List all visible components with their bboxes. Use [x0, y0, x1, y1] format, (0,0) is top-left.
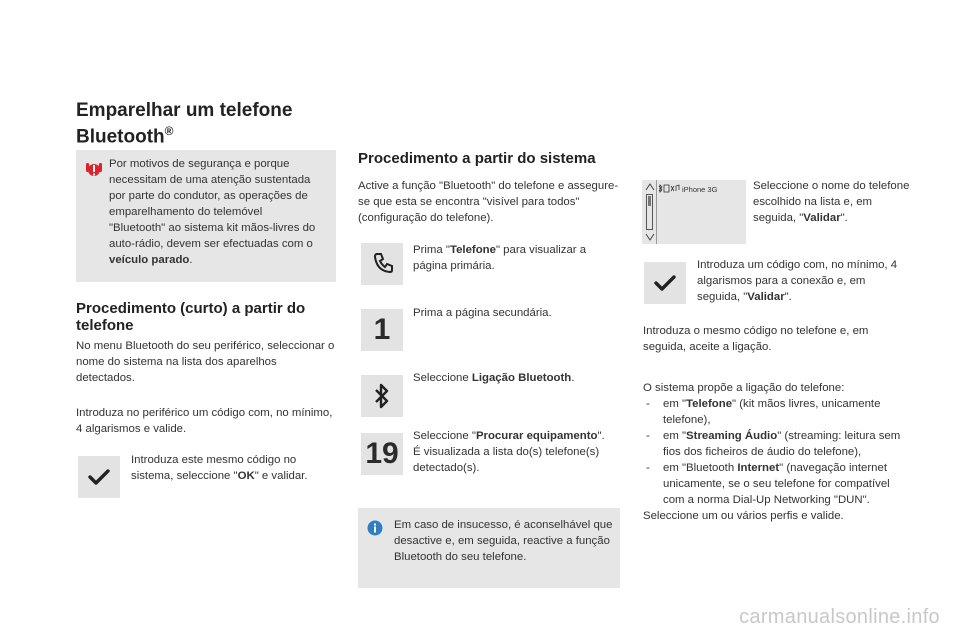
step4-a: Seleccione "	[413, 430, 476, 442]
warning-text-bold: veículo parado	[109, 254, 190, 266]
profile-c: " (streaming: leitura sem fios dos ficheiros de áudio do telefone),	[663, 430, 901, 458]
warning-text-end: .	[189, 254, 193, 266]
step3-bold: Ligação Bluetooth	[471, 372, 572, 384]
select-bold: Validar	[803, 212, 841, 224]
page-title-line1: Emparelhar um telefone	[76, 100, 293, 121]
page-number-box: 1	[361, 309, 403, 351]
warning-text	[109, 156, 319, 268]
profile-a: em "	[663, 430, 687, 442]
checkmark-icon-2	[654, 274, 676, 292]
code-bold: Validar	[747, 291, 785, 303]
step1-bold: Telefone	[449, 244, 496, 256]
system-procedure-heading: Procedimento a partir do sistema	[358, 150, 596, 167]
step4-bold: Procurar equipamento	[475, 430, 598, 442]
bluetooth-icon	[374, 383, 390, 409]
system-procedure-intro: Active a função "Bluetooth" do telefone e assegure-se que esta se encontra "visível para todos" (configuração do telefone).	[358, 180, 619, 224]
vertical-divider	[656, 180, 657, 244]
phone-name: iPhone 3G	[682, 185, 718, 194]
telephone-icon	[369, 251, 395, 277]
phone-list-screen	[642, 180, 746, 244]
select-phone-text	[753, 178, 913, 226]
page-title	[76, 100, 356, 147]
profile-bold: Streaming Áudio	[686, 430, 778, 442]
short-procedure-heading: Procedimento (curto) a partir do telefone	[76, 300, 306, 334]
info-box	[358, 508, 620, 588]
same-code-text: Introduza o mesmo código no telefone e, em seguida, aceite a ligação.	[643, 325, 869, 353]
page-title-line2: Bluetooth	[76, 126, 165, 148]
profile-bold: Telefone	[686, 398, 733, 410]
checkmark-icon	[88, 468, 110, 486]
code-a: Introduza um código com, no mínimo, 4 algarismos para a conexão e, em seguida, "	[697, 259, 898, 303]
warning-text-main: Por motivos de segurança e porque necessitam de uma atenção sustentada por parte do condutor, as operações de emparelhamento do telemóvel "Bluetooth" ao sistema kit mãos-livres do auto-rádio, devem ser efectuadas com o	[109, 158, 316, 250]
step4-c: É visualizada a lista do(s) telefone(s) detectado(s).	[413, 446, 600, 474]
system-step1	[413, 242, 613, 274]
profile-icons	[658, 184, 680, 193]
validate-box	[644, 262, 686, 304]
check-button-box	[78, 456, 120, 498]
select-a: Seleccione o nome do telefone escolhido na lista e, em seguida, "	[753, 180, 910, 224]
profile-list	[643, 396, 905, 508]
select-b: ".	[840, 212, 848, 224]
short-step-b: " e validar.	[254, 470, 308, 482]
step3-b: .	[571, 372, 575, 384]
profile-c: " (kit mãos livres, unicamente telefone),	[663, 398, 881, 426]
step3-a: Seleccione	[413, 372, 472, 384]
final-text: Seleccione um ou vários perfis e valide.	[643, 510, 844, 522]
warning-box	[76, 150, 336, 282]
telephone-button-box	[361, 243, 403, 285]
system-step4	[413, 428, 618, 476]
step1-a: Prima "	[413, 244, 450, 256]
system-step3	[413, 370, 613, 386]
short-procedure-step	[131, 452, 336, 484]
profile-c: " (navegação internet unicamente, se o seu telefone for compatível com a norma Dial-Up Networking "DUN".	[663, 462, 890, 506]
short-step-a: Introduza este mesmo código no sistema, seleccione "	[131, 454, 297, 482]
profile-item	[643, 396, 905, 428]
short-procedure-p1: No menu Bluetooth do seu periférico, seleccionar o nome do sistema na lista dos aparelhos detectados.	[76, 340, 335, 384]
profile-item	[643, 428, 905, 460]
info-icon	[367, 520, 383, 536]
scrollbar	[646, 194, 653, 230]
profiles-section	[643, 380, 905, 524]
scroll-thumb	[648, 196, 651, 206]
info-text: Em caso de insucesso, é aconselhável que desactive e, em seguida, reactive a função Bluetooth do seu telefone.	[394, 519, 613, 563]
down-arrow-icon	[645, 233, 655, 241]
profile-item	[643, 460, 905, 508]
proposes-text: O sistema propõe a ligação do telefone:	[643, 382, 845, 394]
short-procedure-p2: Introduza no periférico um código com, no mínimo, 4 algarismos e valide.	[76, 407, 333, 435]
enter-code-text	[697, 257, 909, 305]
profile-a: em "	[663, 398, 687, 410]
code-b: ".	[784, 291, 792, 303]
step4-b: ".	[597, 430, 605, 442]
registered-mark: ®	[164, 124, 174, 138]
profile-a: em "Bluetooth	[663, 462, 738, 474]
page-19-box: 19	[361, 433, 403, 475]
system-step2: Prima a página secundária.	[413, 307, 552, 319]
bluetooth-button-box	[361, 375, 403, 417]
watermark: carmanualsonline.info	[739, 606, 940, 628]
short-step-bold: OK	[237, 470, 255, 482]
step1-b: " para visualizar a página primária.	[413, 244, 587, 272]
up-arrow-icon	[645, 183, 655, 191]
warning-icon	[84, 160, 104, 180]
profile-bold: Internet	[737, 462, 780, 474]
